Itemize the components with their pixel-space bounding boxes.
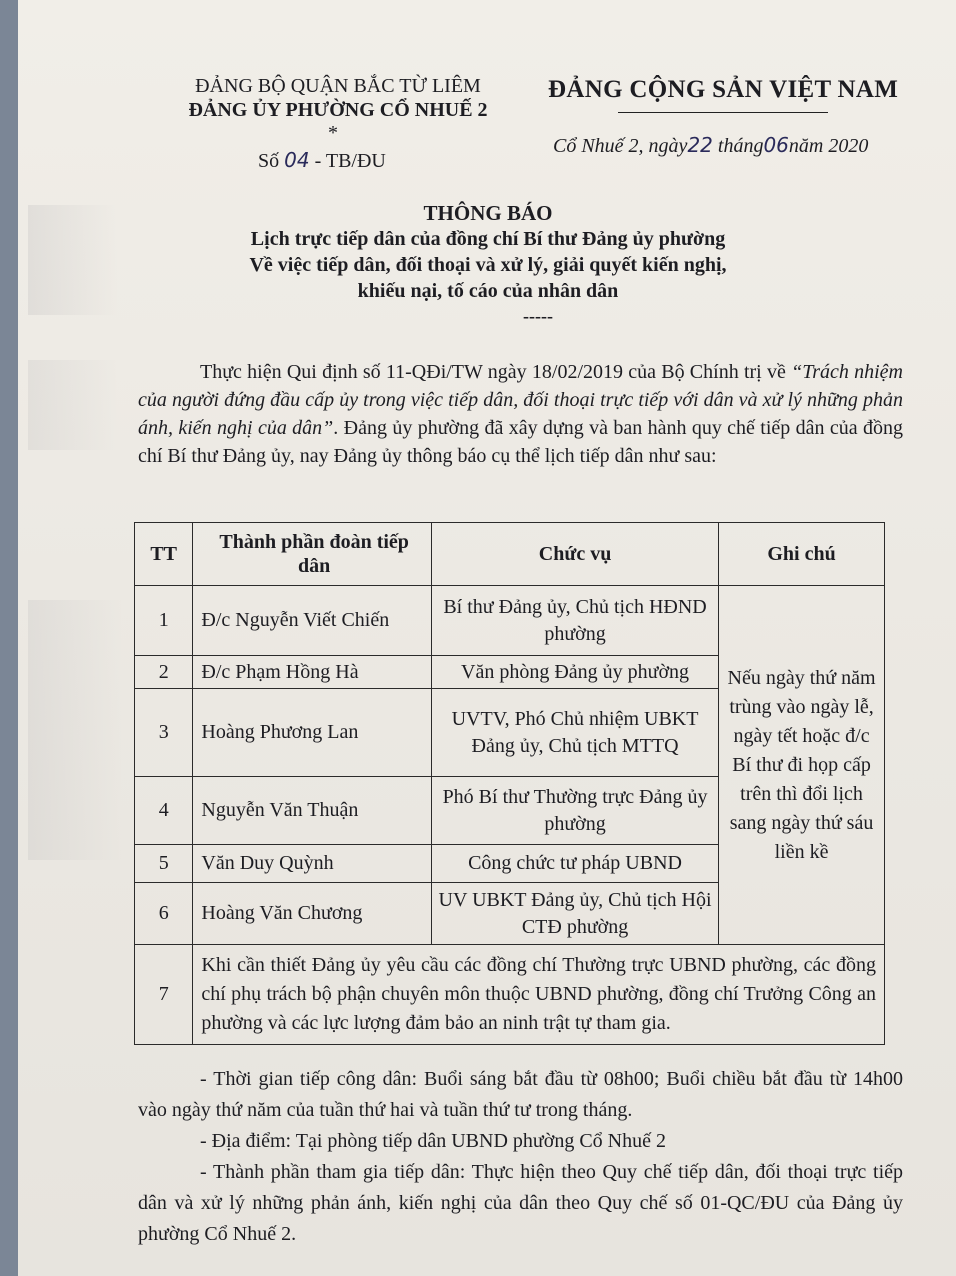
doc-number-suffix: - TB/ĐU: [314, 150, 386, 172]
reception-members: - Thành phần tham gia tiếp dân: Thực hiện theo Quy chế tiếp dân, đối thoại trực tiếp dân và xử lý những phản ánh, kiến nghị của dân theo Quy chế số 01-QC/ĐU của Đảng ủy phường Cổ Nhuế 2.: [138, 1161, 903, 1245]
row-number: 5: [135, 845, 193, 883]
schedule-note: Nếu ngày thứ năm trùng vào ngày lễ, ngày tết hoặc đ/c Bí thư đi họp cấp trên thì đổi lịch sang ngày thứ sáu liền kề: [719, 586, 885, 945]
header-star: *: [328, 122, 338, 144]
document-page: [18, 0, 956, 1276]
row-number: 6: [135, 883, 193, 945]
row-number: 2: [135, 656, 193, 689]
table-row: [135, 586, 885, 656]
row-number: 3: [135, 689, 193, 777]
member-name: Đ/c Phạm Hồng Hà: [193, 656, 432, 689]
date-line: [553, 133, 868, 158]
table-header-row: [135, 523, 885, 586]
document-title: [218, 200, 758, 304]
reception-place: - Địa điểm: Tại phòng tiếp dân UBND phường Cổ Nhuế 2: [200, 1130, 666, 1152]
org-line-district: ĐẢNG BỘ QUẬN BẮC TỪ LIÊM: [195, 75, 481, 97]
member-position: UVTV, Phó Chủ nhiệm UBKT Đảng ủy, Chủ tịch MTTQ: [431, 689, 718, 777]
intro-part-1: Thực hiện Qui định số 11-QĐi/TW ngày 18/02/2019 của Bộ Chính trị về: [200, 361, 792, 383]
org-line-ward: ĐẢNG ỦY PHƯỜNG CỔ NHUẾ 2: [188, 99, 488, 121]
member-position: Văn phòng Đảng ủy phường: [431, 656, 718, 689]
title-line-2: Về việc tiếp dân, đối thoại và xử lý, giải quyết kiến nghị,: [249, 254, 727, 276]
member-name: Đ/c Nguyễn Viết Chiến: [193, 586, 432, 656]
member-position: Phó Bí thư Thường trực Đảng ủy phường: [431, 777, 718, 845]
title-line-3: khiếu nại, tố cáo của nhân dân: [357, 280, 619, 302]
date-suffix: năm 2020: [788, 135, 869, 157]
doc-number-handwritten: 04: [284, 148, 310, 172]
table-row: [135, 945, 885, 1045]
member-name: Văn Duy Quỳnh: [193, 845, 432, 883]
bleed-through-artifact: [28, 600, 123, 860]
date-mid: tháng: [717, 135, 764, 157]
member-position: Công chức tư pháp UBND: [431, 845, 718, 883]
member-name: Nguyễn Văn Thuận: [193, 777, 432, 845]
date-prefix: Cổ Nhuế 2, ngày: [553, 135, 688, 157]
row-number: 1: [135, 586, 193, 656]
bleed-through-artifact: [28, 205, 118, 315]
row-number: 4: [135, 777, 193, 845]
party-name-underline: [618, 112, 828, 113]
reception-time: - Thời gian tiếp công dân: Buổi sáng bắt đầu từ 08h00; Buổi chiều bắt đầu từ 14h00 vào ngày thứ năm của tuần thứ hai và tuần thứ tư trong tháng.: [138, 1068, 903, 1121]
member-name: Hoàng Phương Lan: [193, 689, 432, 777]
row-number: 7: [135, 945, 193, 1045]
col-header-tt: TT: [135, 523, 193, 586]
bleed-through-artifact: [28, 360, 118, 450]
doc-number-prefix: Số: [258, 150, 280, 172]
issuing-organization: [138, 74, 538, 122]
party-name-text: ĐẢNG CỘNG SẢN VIỆT NAM: [548, 76, 899, 103]
schedule-details: [138, 1064, 903, 1250]
intro-part-2: . Đảng ủy phường đã xây dựng và ban hành quy chế tiếp dân của đồng chí Bí thư Đảng ủy, nay Đảng ủy thông báo cụ thể lịch tiếp dân như sau:: [138, 417, 903, 467]
col-header-notes: Ghi chú: [719, 523, 885, 586]
party-name: [548, 76, 898, 104]
col-header-position: Chức vụ: [431, 523, 718, 586]
col-header-members: Thành phần đoàn tiếp dân: [193, 523, 432, 586]
member-position: Bí thư Đảng ủy, Chủ tịch HĐND phường: [431, 586, 718, 656]
date-month-handwritten: 06: [763, 133, 789, 157]
title-separator: -----: [523, 306, 553, 326]
additional-participants: Khi cần thiết Đảng ủy yêu cầu các đồng chí Thường trực UBND phường, các đồng chí phụ trách bộ phận chuyên môn thuộc UBND phường, đồng chí Trưởng Công an phường và các lực lượng đảm bảo an ninh trật tự tham gia.: [193, 945, 885, 1045]
member-position: UV UBKT Đảng ủy, Chủ tịch Hội CTĐ phường: [431, 883, 718, 945]
intro-paragraph: [138, 358, 903, 470]
document-number: [258, 148, 386, 173]
title-main: THÔNG BÁO: [423, 201, 553, 225]
schedule-table: [134, 522, 885, 1045]
member-name: Hoàng Văn Chương: [193, 883, 432, 945]
intro-quote: “Trách nhiệm của người đứng đầu cấp ủy trong việc tiếp dân, đối thoại trực tiếp với dân và xử lý những phản ánh, kiến nghị của dân”: [138, 361, 903, 439]
date-day-handwritten: 22: [687, 133, 713, 157]
title-line-1: Lịch trực tiếp dân của đồng chí Bí thư Đảng ủy phường: [250, 228, 726, 250]
